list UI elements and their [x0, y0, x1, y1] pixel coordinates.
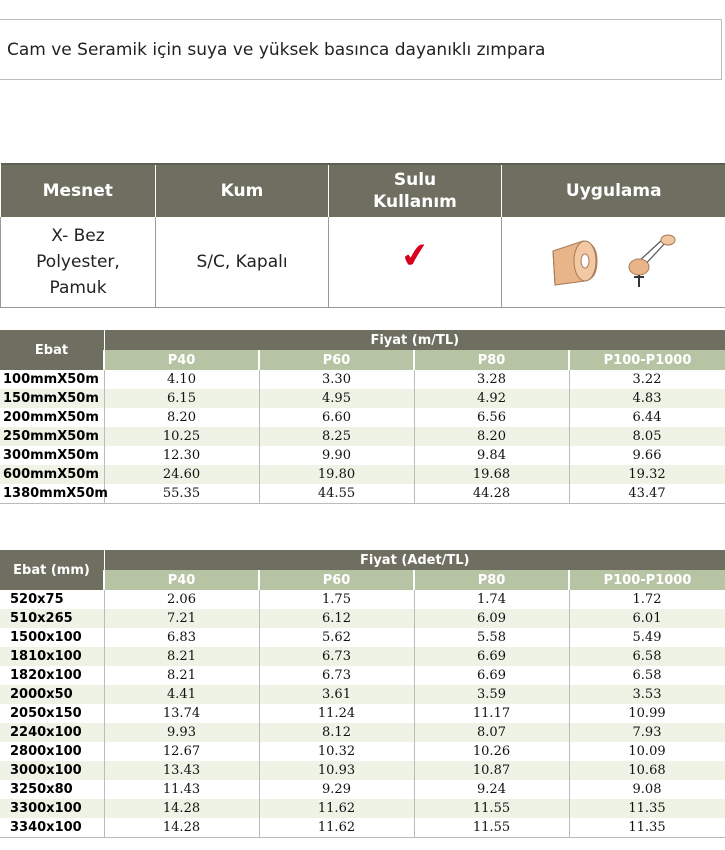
kum-cell: S/C, Kapalı — [156, 217, 329, 308]
row-label: 300mmX50m — [0, 446, 104, 465]
mesnet-cell — [1, 217, 156, 308]
ebat-header: Ebat — [0, 330, 104, 370]
mesnet-line1: X- Bez — [51, 226, 105, 246]
row-label: 3300x100 — [0, 799, 104, 818]
row-label: 3340x100 — [0, 818, 104, 838]
row-label: 510x265 — [0, 609, 104, 628]
price-cell: 11.62 — [259, 818, 414, 838]
price-cell: 9.66 — [569, 446, 725, 465]
price-cell: 44.28 — [414, 484, 569, 504]
price-cell: 6.69 — [414, 647, 569, 666]
price-cell: 8.05 — [569, 427, 725, 446]
mesnet-header: Mesnet — [1, 164, 156, 217]
table-row — [0, 427, 725, 446]
price-table-meter — [0, 330, 725, 504]
price-cell: 13.74 — [104, 704, 259, 723]
col-header: P40 — [104, 350, 259, 370]
row-label: 3250x80 — [0, 780, 104, 799]
price-cell: 1.75 — [259, 590, 414, 609]
col-header: P100-P1000 — [569, 570, 725, 590]
price-cell: 4.95 — [259, 389, 414, 408]
price-cell: 6.69 — [414, 666, 569, 685]
price-cell: 10.99 — [569, 704, 725, 723]
mesnet-line2: Polyester, — [36, 252, 120, 272]
row-label: 2050x150 — [0, 704, 104, 723]
price-cell: 9.08 — [569, 780, 725, 799]
row-label: 520x75 — [0, 590, 104, 609]
table-row — [0, 628, 725, 647]
price-cell: 10.26 — [414, 742, 569, 761]
price-cell: 9.29 — [259, 780, 414, 799]
uygulama-header: Uygulama — [502, 164, 725, 217]
table-row — [0, 799, 725, 818]
table-row — [0, 723, 725, 742]
price-cell: 8.21 — [104, 647, 259, 666]
mesnet-line3: Pamuk — [49, 278, 107, 298]
table-row — [0, 685, 725, 704]
price-cell: 3.22 — [569, 370, 725, 389]
price-cell: 19.32 — [569, 465, 725, 484]
price-cell: 6.58 — [569, 666, 725, 685]
price-cell: 10.93 — [259, 761, 414, 780]
price-cell: 11.35 — [569, 818, 725, 838]
row-label: 100mmX50m — [0, 370, 104, 389]
row-label: 1380mmX50m — [0, 484, 104, 504]
col-header: P80 — [414, 350, 569, 370]
sulu-header-line2: Kullanım — [373, 192, 457, 212]
col-header: P100-P1000 — [569, 350, 725, 370]
price-cell: 13.43 — [104, 761, 259, 780]
row-label: 3000x100 — [0, 761, 104, 780]
price-cell: 6.56 — [414, 408, 569, 427]
table-row — [0, 465, 725, 484]
price-cell: 3.30 — [259, 370, 414, 389]
price-cell: 2.06 — [104, 590, 259, 609]
price-cell: 3.53 — [569, 685, 725, 704]
col-header: P80 — [414, 570, 569, 590]
sulu-header-line1: Sulu — [393, 170, 437, 190]
price-cell: 11.43 — [104, 780, 259, 799]
table-row — [0, 590, 725, 609]
price-cell: 19.68 — [414, 465, 569, 484]
price-cell: 9.93 — [104, 723, 259, 742]
price-cell: 1.72 — [569, 590, 725, 609]
table-row — [0, 761, 725, 780]
price-cell: 4.92 — [414, 389, 569, 408]
row-label: 1810x100 — [0, 647, 104, 666]
price-cell: 11.35 — [569, 799, 725, 818]
price-cell: 24.60 — [104, 465, 259, 484]
price-cell: 10.87 — [414, 761, 569, 780]
sulu-header — [329, 164, 502, 217]
table-row — [0, 408, 725, 427]
price-cell: 4.83 — [569, 389, 725, 408]
col-header: P60 — [259, 570, 414, 590]
row-label: 150mmX50m — [0, 389, 104, 408]
title-box — [0, 19, 722, 80]
price-cell: 6.12 — [259, 609, 414, 628]
price-cell: 3.59 — [414, 685, 569, 704]
price-cell: 11.62 — [259, 799, 414, 818]
table-row — [0, 818, 725, 838]
price-cell: 11.55 — [414, 818, 569, 838]
price-cell: 6.60 — [259, 408, 414, 427]
price-cell: 43.47 — [569, 484, 725, 504]
price-cell: 5.49 — [569, 628, 725, 647]
table-row — [0, 609, 725, 628]
price-cell: 11.17 — [414, 704, 569, 723]
price-header: Fiyat (m/TL) — [104, 330, 725, 350]
price-table-piece — [0, 550, 725, 838]
sanding-roll-icon — [549, 235, 605, 289]
kum-header: Kum — [156, 164, 329, 217]
check-icon: ✔ — [398, 234, 432, 278]
table-row — [0, 666, 725, 685]
price-cell: 6.73 — [259, 647, 414, 666]
uygulama-cell — [502, 217, 725, 308]
table-row — [0, 704, 725, 723]
price-cell: 8.20 — [414, 427, 569, 446]
page-title: Cam ve Seramik için suya ve yüksek basınca dayanıklı zımpara — [7, 40, 546, 60]
ebat-header: Ebat (mm) — [0, 550, 104, 590]
table-row — [0, 742, 725, 761]
price-cell: 6.09 — [414, 609, 569, 628]
row-label: 1500x100 — [0, 628, 104, 647]
row-label: 2240x100 — [0, 723, 104, 742]
table-row — [0, 446, 725, 465]
col-header: P60 — [259, 350, 414, 370]
price-cell: 11.55 — [414, 799, 569, 818]
row-label: 600mmX50m — [0, 465, 104, 484]
price-cell: 9.90 — [259, 446, 414, 465]
table-row — [0, 780, 725, 799]
price-cell: 6.73 — [259, 666, 414, 685]
price-cell: 6.15 — [104, 389, 259, 408]
price-cell: 4.10 — [104, 370, 259, 389]
row-label: 2000x50 — [0, 685, 104, 704]
sanding-tool-icon — [619, 233, 679, 291]
price-cell: 12.30 — [104, 446, 259, 465]
sulu-cell — [329, 217, 502, 308]
row-label: 200mmX50m — [0, 408, 104, 427]
col-header: P40 — [104, 570, 259, 590]
table-row — [0, 484, 725, 504]
price-cell: 6.83 — [104, 628, 259, 647]
price-cell: 1.74 — [414, 590, 569, 609]
price-cell: 8.25 — [259, 427, 414, 446]
price-cell: 8.21 — [104, 666, 259, 685]
price-cell: 55.35 — [104, 484, 259, 504]
price-cell: 10.25 — [104, 427, 259, 446]
price-cell: 14.28 — [104, 799, 259, 818]
price-cell: 6.58 — [569, 647, 725, 666]
price-cell: 11.24 — [259, 704, 414, 723]
price-cell: 3.61 — [259, 685, 414, 704]
price-cell: 6.44 — [569, 408, 725, 427]
price-cell: 8.07 — [414, 723, 569, 742]
price-cell: 6.01 — [569, 609, 725, 628]
price-cell: 7.21 — [104, 609, 259, 628]
row-label: 2800x100 — [0, 742, 104, 761]
price-cell: 10.09 — [569, 742, 725, 761]
price-cell: 3.28 — [414, 370, 569, 389]
price-header: Fiyat (Adet/TL) — [104, 550, 725, 570]
price-cell: 14.28 — [104, 818, 259, 838]
price-cell: 8.20 — [104, 408, 259, 427]
row-label: 250mmX50m — [0, 427, 104, 446]
price-cell: 8.12 — [259, 723, 414, 742]
price-cell: 5.58 — [414, 628, 569, 647]
spec-table — [0, 163, 725, 308]
price-cell: 10.68 — [569, 761, 725, 780]
price-cell: 9.84 — [414, 446, 569, 465]
row-label: 1820x100 — [0, 666, 104, 685]
price-cell: 19.80 — [259, 465, 414, 484]
price-cell: 12.67 — [104, 742, 259, 761]
table-row — [0, 647, 725, 666]
price-cell: 7.93 — [569, 723, 725, 742]
price-cell: 10.32 — [259, 742, 414, 761]
price-cell: 5.62 — [259, 628, 414, 647]
price-cell: 44.55 — [259, 484, 414, 504]
table-row — [0, 389, 725, 408]
price-cell: 4.41 — [104, 685, 259, 704]
table-row — [0, 370, 725, 389]
price-cell: 9.24 — [414, 780, 569, 799]
